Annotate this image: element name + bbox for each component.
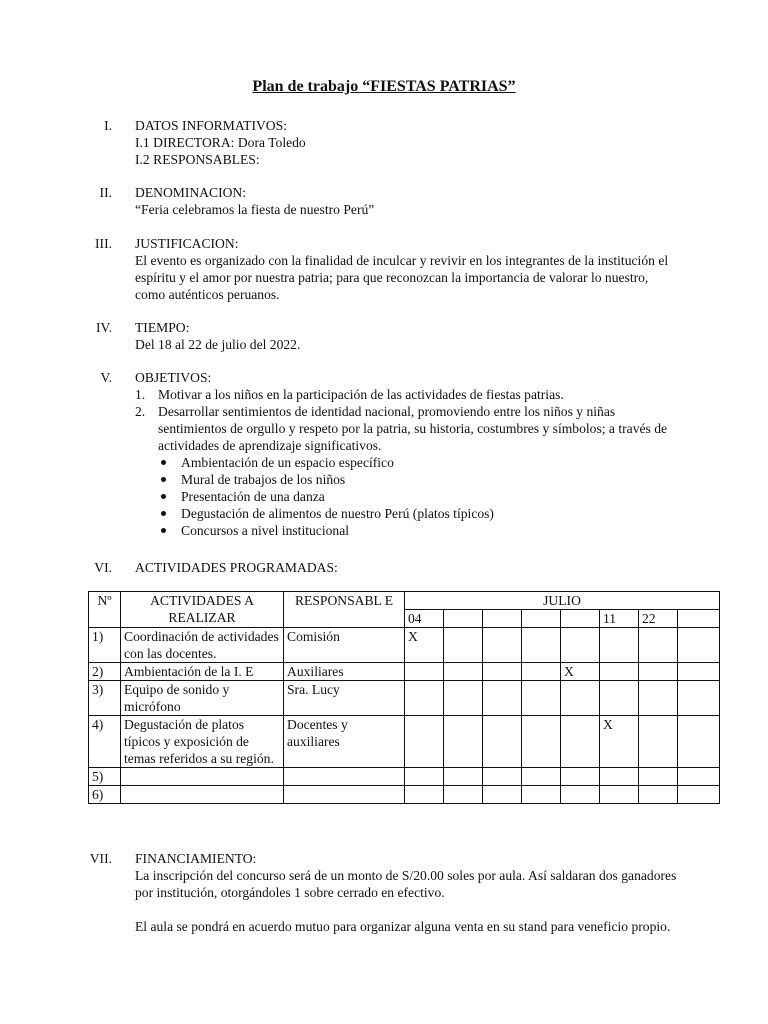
day-mark [639,786,678,804]
row-activity [121,768,284,786]
responsables-line: I.2 RESPONSABLES: [135,152,260,167]
table-row [89,768,720,786]
day-mark [522,681,561,716]
tiempo-text: Del 18 al 22 de julio del 2022. [135,337,301,352]
row-num: 6) [89,786,121,804]
row-responsible: Sra. Lucy [284,681,405,716]
table-row [89,786,720,804]
table-row [89,628,720,663]
bullet-item: Mural de trabajos de los niños [135,471,680,488]
section-heading: DENOMINACION: [135,185,247,200]
day-mark [678,716,720,768]
day-mark [561,716,600,768]
row-num: 1) [89,628,121,663]
day-mark [639,663,678,681]
day-mark [678,681,720,716]
section-number: IV. [96,320,112,335]
row-responsible [284,786,405,804]
day-mark [444,716,483,768]
row-num: 3) [89,681,121,716]
section-heading: JUSTIFICACION: [135,236,239,251]
row-responsible [284,768,405,786]
table-row [89,716,720,768]
section-heading: FINANCIAMIENTO: [135,851,257,866]
day-mark [405,716,444,768]
day-mark [444,628,483,663]
day-mark [405,768,444,786]
section-body [135,850,680,935]
bullet-item: Ambientación de un espacio específico [135,454,680,471]
day-header: 04 [405,610,444,628]
section-number: V. [100,370,112,385]
day-mark [483,663,522,681]
row-activity: Ambientación de la I. E [121,663,284,681]
day-mark [444,663,483,681]
header-num: Nº [89,592,121,628]
day-mark [483,716,522,768]
day-mark: X [405,628,444,663]
section-body [135,319,680,353]
bullet-item: Degustación de alimentos de nuestro Perú (platos típicos) [135,505,680,522]
section-heading: DATOS INFORMATIVOS: [135,118,287,133]
header-activity: ACTIVIDADES A REALIZAR [121,592,284,628]
day-mark [561,768,600,786]
justificacion-text: El evento es organizado con la finalidad de inculcar y revivir en los integrantes de la institución el espíritu y el amor por nuestra patria; para que reconozcan la importancia de valorar lo nuestro, como auténticos peruanos. [135,253,669,302]
header-responsible: RESPONSABL E [284,592,405,628]
day-mark [639,681,678,716]
bullet-item: Concursos a nivel institucional [135,522,680,539]
section-body [135,559,680,576]
section-body [135,117,680,168]
financiamiento-paragraph-2: El aula se pondrá en acuerdo mutuo para organizar alguna venta en su stand para veneficio propio. [135,919,671,934]
day-mark [639,716,678,768]
day-mark [600,681,639,716]
bullet-list [135,454,680,539]
day-mark [444,681,483,716]
day-mark [561,786,600,804]
section-number: VII. [89,851,112,866]
table-row [89,681,720,716]
day-mark [483,628,522,663]
day-mark [405,786,444,804]
row-num: 4) [89,716,121,768]
day-mark [678,768,720,786]
list-item [135,386,680,403]
day-header [561,610,600,628]
day-mark [639,768,678,786]
day-mark [600,628,639,663]
section-heading: TIEMPO: [135,320,190,335]
list-item [135,403,680,454]
section-number: III. [95,236,112,251]
row-responsible: Comisión [284,628,405,663]
table-header-row [89,592,720,610]
day-mark [483,786,522,804]
day-mark [522,716,561,768]
day-mark [444,786,483,804]
day-mark [522,628,561,663]
section-body [135,369,680,539]
day-mark [600,768,639,786]
day-mark [522,663,561,681]
row-activity: Coordinación de actividades con las docentes. [121,628,284,663]
day-mark [600,786,639,804]
document-title: Plan de trabajo “FIESTAS PATRIAS” [252,78,516,95]
row-activity [121,786,284,804]
row-num: 2) [89,663,121,681]
day-header: 11 [600,610,639,628]
objectives-list [135,386,680,454]
day-header [444,610,483,628]
section-body [135,184,680,218]
day-mark: X [561,663,600,681]
day-mark [444,768,483,786]
day-header [522,610,561,628]
item-text: Desarrollar sentimientos de identidad nacional, promoviendo entre los niños y niñas sentimientos de orgullo y respeto por la patria, su historia, costumbres y símbolos; a través de actividades de aprendizaje significativos. [158,404,668,453]
table-row [89,663,720,681]
row-activity: Degustación de platos típicos y exposición de temas referidos a su región. [121,716,284,768]
day-mark [678,628,720,663]
day-mark [405,681,444,716]
day-mark [561,681,600,716]
section-heading: OBJETIVOS: [135,370,212,385]
day-header: 22 [639,610,678,628]
row-num: 5) [89,768,121,786]
row-responsible: Docentes y auxiliares [284,716,405,768]
section-number: VI. [94,560,112,575]
day-mark [678,786,720,804]
denominacion-text: “Feria celebramos la fiesta de nuestro Perú” [135,202,375,217]
bullet-item: Presentación de una danza [135,488,680,505]
day-header [678,610,720,628]
header-month: JULIO [405,592,720,610]
activities-table [88,591,720,804]
item-text: Motivar a los niños en la participación de las actividades de fiestas patrias. [158,387,564,402]
day-mark [678,663,720,681]
section-heading: ACTIVIDADES PROGRAMADAS: [135,560,338,575]
day-mark [522,768,561,786]
day-header [483,610,522,628]
day-mark [405,663,444,681]
item-number: 2. [135,404,146,419]
day-mark [561,628,600,663]
day-mark [483,768,522,786]
day-mark: X [600,716,639,768]
day-mark [600,663,639,681]
day-mark [522,786,561,804]
directora-line: I.1 DIRECTORA: Dora Toledo [135,135,306,150]
item-number: 1. [135,387,146,402]
day-mark [639,628,678,663]
section-number: II. [99,185,112,200]
financiamiento-paragraph-1: La inscripción del concurso será de un monto de S/20.00 soles por aula. Así saldaran dos ganadores por institución, otorgándoles 1 sobre cerrado en efectivo. [135,868,677,900]
section-body [135,235,680,303]
day-mark [483,681,522,716]
section-number: I. [104,118,112,133]
row-responsible: Auxiliares [284,663,405,681]
row-activity: Equipo de sonido y micrófono [121,681,284,716]
